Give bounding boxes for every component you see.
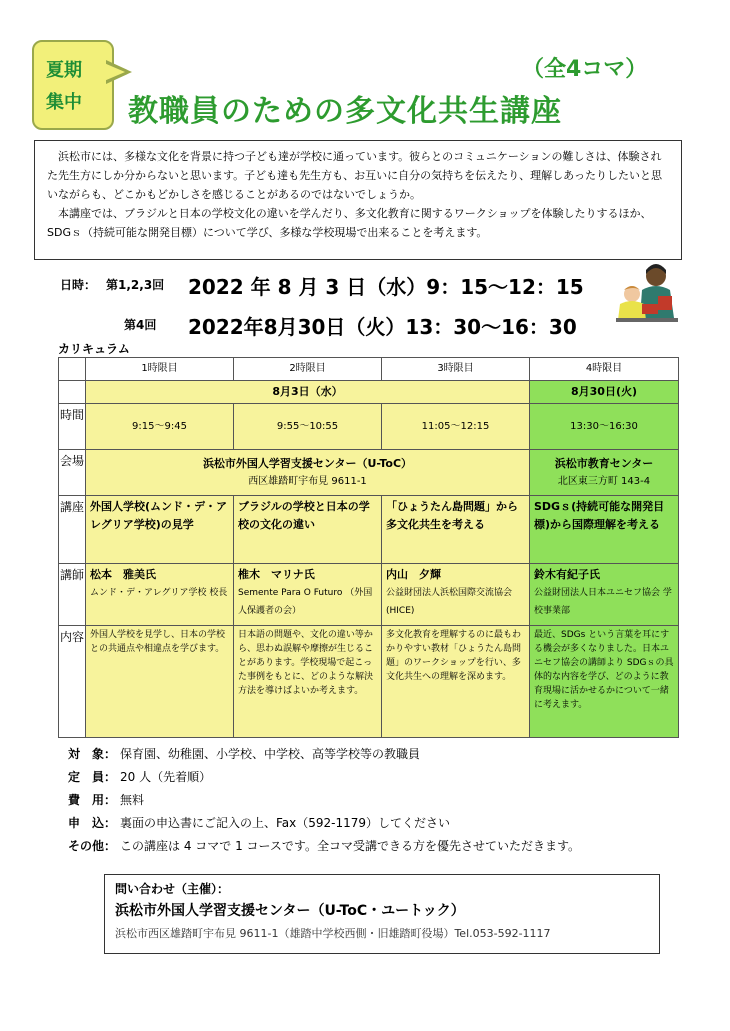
contact-address: 浜松市西区雄踏町宇布見 9611-1（雄踏中学校西側・旧雄踏町役場）Tel.053-592-1117	[115, 927, 551, 940]
detail-value: 保育園、幼稚園、小学校、中学校、高等学校等の教職員	[120, 747, 421, 761]
badge-line1: 夏期	[46, 60, 82, 81]
session2-datetime: 2022年8月30日（火）13：30～16：30	[188, 315, 577, 339]
intro-box	[34, 140, 682, 260]
detail-other	[68, 836, 580, 856]
lecturer-name: 内山 夕輝	[386, 568, 441, 581]
time-cell: 11:05～12:15	[382, 404, 530, 450]
lecturer-name: 鈴木有紀子氏	[534, 568, 600, 581]
detail-label: 費 用：	[68, 793, 117, 807]
venue1-cell	[86, 450, 530, 496]
venue1-address: 西区雄踏町宇布見 9611-1	[248, 475, 367, 487]
lecturer-name: 松本 雅美氏	[90, 568, 156, 581]
detail-value: 裏面の申込書にご記入の上、Fax（592-1179）してください	[120, 816, 451, 830]
teacher-child-illustration	[612, 260, 684, 332]
time-cell: 9:15～9:45	[86, 404, 234, 450]
content-cell: 日本語の問題や、文化の違い等から、思わぬ誤解や摩擦が生じることがあります。学校現場で起こった事例をもとに、どのような解決方法を導けばよいか考えます。	[234, 626, 382, 738]
lecturer-affiliation: ムンド・デ・アレグリア学校 校長	[90, 588, 228, 598]
session1-label: 第1,2,3回	[106, 278, 165, 292]
day2-header: 8月30日(火)	[530, 381, 679, 404]
date-label: 日時：	[60, 278, 97, 292]
detail-label: 対 象：	[68, 747, 117, 761]
course-cell: SDGｓ(持続可能な開発目標)から国際理解を考える	[530, 496, 679, 564]
detail-capacity	[68, 767, 211, 787]
content-cell: 多文化教育を理解するのに最もわかりやすい教材「ひょうたん島問題」のワークショップを行い、多文化共生への理解を深めます。	[382, 626, 530, 738]
detail-value: この講座は 4 コマで 1 コースです。全コマ受講できる方を優先させていただきます。	[120, 839, 581, 853]
detail-value: 無料	[120, 793, 145, 807]
period-header: 2時限目	[234, 358, 382, 381]
contact-organization: 浜松市外国人学習支援センター（U-ToC・ユートック）	[115, 903, 465, 919]
corner-cell	[59, 381, 86, 404]
badge-bubble	[32, 40, 114, 130]
intro-paragraph-2: 本講座では、ブラジルと日本の学校文化の違いを学んだり、多文化教育に関するワークショップを体験したりするほか、SDGｓ（持続可能な開発目標）について学び、多様な学校現場で出来ることを考えます。	[47, 207, 652, 239]
row-label-lecturer: 講師	[59, 564, 86, 626]
badge-line2: 集中	[46, 92, 82, 113]
row-label-content: 内容	[59, 626, 86, 738]
period-header: 4時限目	[530, 358, 679, 381]
detail-label: 申 込：	[68, 816, 117, 830]
lecturer-name: 椎木 マリナ氏	[238, 568, 315, 581]
time-cell: 13:30～16:30	[530, 404, 679, 450]
lecturer-cell	[530, 564, 679, 626]
content-cell: 外国人学校を見学し、日本の学校との共通点や相違点を学びます。	[86, 626, 234, 738]
contact-box	[104, 874, 660, 954]
detail-label: その他：	[68, 839, 117, 853]
course-cell: 「ひょうたん島問題」から多文化共生を考える	[382, 496, 530, 564]
intro-paragraph-1: 浜松市には、多様な文化を背景に持つ子ども達が学校に通っています。彼らとのコミュニケーションの難しさは、体験された先生方にしか分からないと思います。子ども達も先生方も、お互いに自分の気持ちを伝えたり、理解しあったりしたいと思いながらも、どこかもどかしさを感じることがあるのではないでしょうか。	[47, 150, 663, 201]
period-header: 1時限目	[86, 358, 234, 381]
time-cell: 9:55～10:55	[234, 404, 382, 450]
detail-apply	[68, 813, 450, 833]
curriculum-table	[58, 357, 679, 738]
venue2-cell	[530, 450, 679, 496]
lecturer-affiliation: Semente Para O Futuro （外国人保護者の会）	[238, 588, 373, 616]
course-cell: 外国人学校(ムンド・デ・アレグリア学校)の見学	[86, 496, 234, 564]
badge-tail-fill	[104, 63, 125, 81]
session1-datetime: 2022 年 8 月 3 日（水）9：15～12：15	[188, 275, 584, 299]
period-header: 3時限目	[382, 358, 530, 381]
curriculum-title: カリキュラム	[58, 342, 130, 356]
detail-value: 20 人（先着順）	[120, 770, 212, 784]
session2-label: 第4回	[124, 318, 157, 332]
lecturer-cell	[86, 564, 234, 626]
lecturer-cell	[382, 564, 530, 626]
corner-cell	[59, 358, 86, 381]
row-label-course: 講座	[59, 496, 86, 564]
contact-heading: 問い合わせ（主催）：	[115, 882, 230, 896]
lecturer-cell	[234, 564, 382, 626]
detail-fee	[68, 790, 144, 810]
page-title: 教職員のための多文化共生講座	[128, 94, 562, 129]
row-label-time: 時間	[59, 404, 86, 450]
lecturer-affiliation: 公益財団法人浜松国際交流協会(HICE)	[386, 588, 513, 616]
lecturer-affiliation: 公益財団法人日本ユニセフ協会 学校事業部	[534, 588, 672, 616]
detail-target	[68, 744, 420, 764]
venue2-name: 浜松市教育センター	[554, 456, 654, 470]
venue1-name: 浜松市外国人学習支援センター（U-ToC）	[202, 456, 413, 470]
content-cell: 最近、SDGs という言葉を耳にする機会が多くなりました。日本ユニセフ協会の講師より SDGｓの具体的な内容を学び、どのように教育現場に活かせるかについて一緒に考えます。	[530, 626, 679, 738]
course-cell: ブラジルの学校と日本の学校の文化の違い	[234, 496, 382, 564]
day1-header: 8月3日（水）	[86, 381, 530, 404]
venue2-address: 北区東三方町 143-4	[557, 475, 651, 487]
row-label-venue: 会場	[59, 450, 86, 496]
detail-label: 定 員：	[68, 770, 117, 784]
title-sub: （全4コマ）	[522, 57, 648, 82]
